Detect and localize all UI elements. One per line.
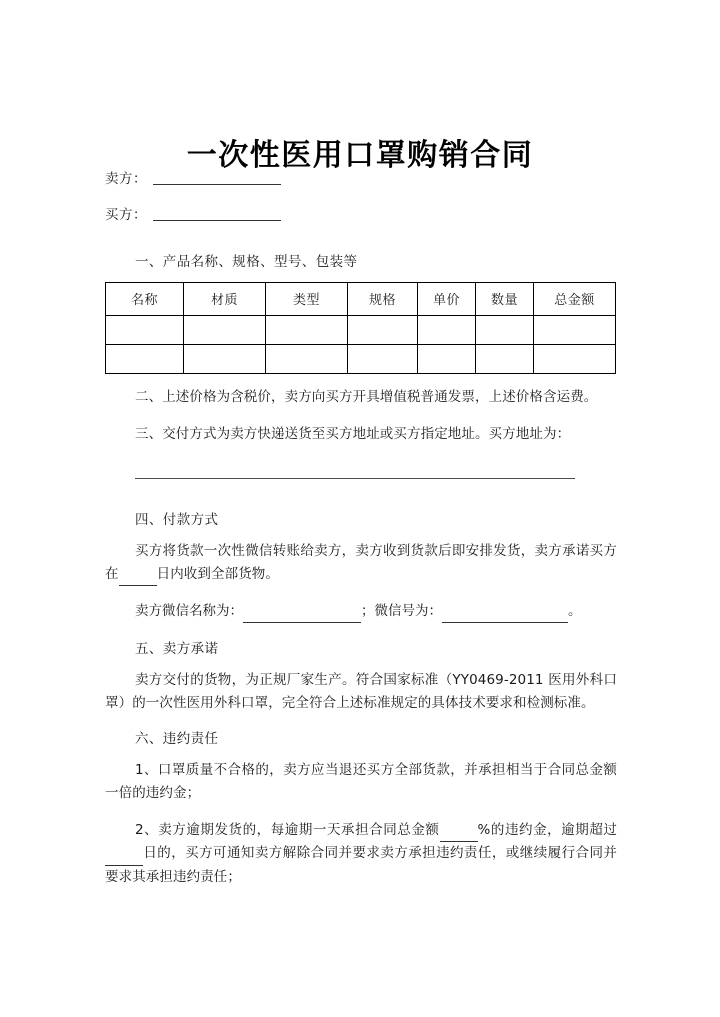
table-cell[interactable] [348,344,418,373]
breach-text-part3: 日的，买方可通知卖方解除合同并要求卖方承担违约责任，或继续履行合同并要求其承担违约责任； [105,845,617,885]
section-two-paragraph: 二、上述价格为含税价，卖方向买方开具增值税普通发票，上述价格含运费。 [135,388,598,405]
table-cell[interactable] [266,315,348,344]
wechat-id-label: 微信号为： [374,603,442,620]
wechat-end-punctuation: 。 [568,603,582,620]
table-header-cell: 类型 [266,282,348,315]
commitment-text-part1: 卖方交付的货物，为正规厂家生产。符合国家标准（ [135,671,453,688]
wechat-name-blank[interactable] [243,609,361,623]
seller-name-blank[interactable] [153,170,281,185]
table-header-row [106,282,616,315]
table-cell[interactable] [184,344,266,373]
section-one-heading: 一、产品名称、规格、型号、包装等 [135,254,358,270]
table-row [106,315,616,344]
buyer-party-line [105,206,617,242]
section-five-paragraph [105,669,617,715]
table-cell[interactable] [476,315,534,344]
table-cell[interactable] [418,315,476,344]
seller-label: 卖方： [105,171,147,187]
wechat-id-blank[interactable] [442,609,568,623]
seller-party-line [105,170,617,206]
breach-item-2 [105,819,617,889]
wechat-name-label: 卖方微信名称为： [135,603,243,620]
wechat-info-line [105,600,617,623]
breach-text-part2: %的违约金，逾期超过 [477,822,618,839]
breach-item-1: 1、口罩质量不合格的，卖方应当退还买方全部货款，并承担相当于合同总金额一倍的违约金； [105,761,617,801]
product-table-container [105,282,617,374]
payment-text-part1: 买方将货款一次性微信转账给卖方，卖方收到货款后即安排发货，卖方承诺买方在 [105,542,617,582]
table-header-cell: 规格 [348,282,418,315]
table-cell[interactable] [106,344,184,373]
table-cell[interactable] [476,344,534,373]
table-cell[interactable] [184,315,266,344]
penalty-percent-blank[interactable] [440,828,478,842]
wechat-separator: ； [361,603,375,620]
table-cell[interactable] [348,315,418,344]
product-table [105,282,616,374]
overdue-days-blank[interactable] [105,852,143,866]
section-three-paragraph: 三、交付方式为卖方快递送货至买方地址或买方指定地址。买方地址为： [135,425,571,442]
table-header-cell: 单价 [418,282,476,315]
table-header-cell: 材质 [184,282,266,315]
buyer-address-blank-container [105,460,617,500]
buyer-label: 买方： [105,207,147,223]
breach-text-part1: 2、卖方逾期发货的，每逾期一天承担合同总金额 [135,822,440,839]
table-cell[interactable] [266,344,348,373]
table-cell[interactable] [534,344,616,373]
section-four-paragraph [105,540,617,586]
table-header-cell: 名称 [106,282,184,315]
table-row [106,344,616,373]
commitment-text-part2: ）的一次性医用外科口罩，完全符合上述标准规定的具体技术要求和检测标准。 [118,694,595,711]
table-header-cell: 数量 [476,282,534,315]
table-cell[interactable] [534,315,616,344]
table-cell[interactable] [106,315,184,344]
table-cell[interactable] [418,344,476,373]
payment-text-part2: 日内收到全部货物。 [156,565,280,582]
page-title: 一次性医用口罩购销合同 [186,138,534,174]
table-header-cell: 总金额 [534,282,616,315]
buyer-name-blank[interactable] [153,206,281,221]
buyer-address-blank[interactable] [135,478,575,479]
delivery-days-blank[interactable] [119,572,157,586]
section-five-heading: 五、卖方承诺 [135,641,219,657]
national-standard-code: YY0469-2011 医用外科口罩 [105,671,617,711]
section-four-heading: 四、付款方式 [135,512,219,529]
section-six-heading: 六、违约责任 [135,731,219,748]
document-body [105,170,617,903]
